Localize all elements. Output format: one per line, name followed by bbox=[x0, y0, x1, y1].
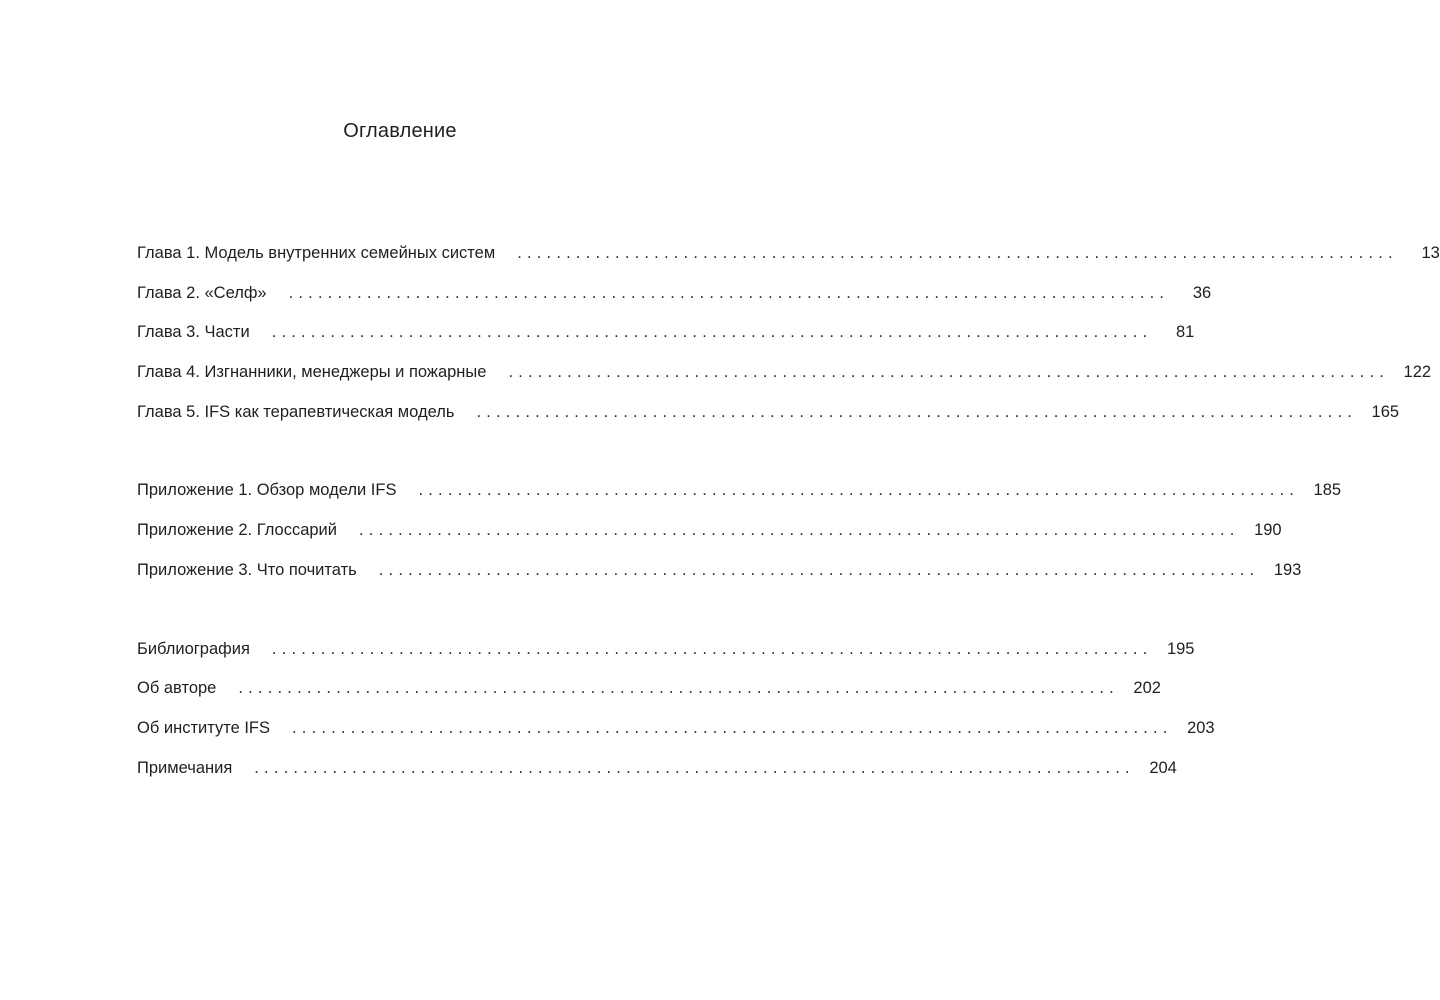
toc-entry-page: 202 bbox=[1133, 679, 1161, 698]
toc-leader-dots: .......................................................................................... bbox=[271, 323, 1153, 342]
toc-entry-chapter-4[interactable] bbox=[137, 359, 1432, 399]
toc-entry-page: 81 bbox=[1175, 323, 1195, 342]
toc-entry-chapter-5[interactable] bbox=[137, 399, 1400, 439]
toc-group-chapters bbox=[137, 240, 1440, 438]
page-title: Оглавление bbox=[343, 120, 457, 142]
toc-leader-dots: .......................................................................................... bbox=[508, 363, 1390, 382]
toc-leader-dots: .......................................................................................... bbox=[517, 244, 1398, 262]
toc-entry-page: 122 bbox=[1403, 363, 1432, 382]
toc-entry-title: Глава 3. Части bbox=[137, 323, 250, 342]
toc-entry-bibliography[interactable] bbox=[137, 636, 1195, 676]
toc-leader-dots: .......................................................................................... bbox=[238, 679, 1119, 698]
toc-entry-appendix-1[interactable] bbox=[137, 477, 1342, 517]
toc-entry-about-institute[interactable] bbox=[137, 715, 1215, 755]
toc-group-appendices bbox=[137, 477, 1342, 596]
toc-leader-dots: .......................................................................................... bbox=[476, 402, 1358, 421]
toc-entry-page: 204 bbox=[1149, 758, 1177, 777]
toc-entry-page: 13 bbox=[1421, 244, 1440, 262]
toc-entry-page: 165 bbox=[1371, 402, 1400, 421]
toc-leader-dots: .......................................................................................... bbox=[254, 758, 1135, 777]
toc-entry-page: 195 bbox=[1166, 639, 1195, 658]
toc-entry-about-author[interactable] bbox=[137, 675, 1161, 715]
toc-leader-dots: .......................................................................................... bbox=[271, 639, 1153, 658]
toc-entry-page: 190 bbox=[1254, 521, 1282, 540]
toc-entry-title: Об институте IFS bbox=[137, 718, 271, 737]
toc-entry-page: 185 bbox=[1313, 481, 1342, 500]
toc-entry-title: Глава 5. IFS как терапевтическая модель bbox=[137, 402, 455, 421]
toc-entry-title: Библиография bbox=[137, 639, 250, 658]
toc-entry-page: 36 bbox=[1192, 283, 1212, 302]
toc-entry-title: Приложение 2. Глоссарий bbox=[137, 521, 337, 540]
toc-entry-chapter-2[interactable] bbox=[137, 280, 1212, 320]
toc-entry-title: Приложение 3. Что почитать bbox=[137, 560, 357, 579]
toc-leader-dots: .......................................................................................... bbox=[418, 481, 1300, 500]
toc-entry-title: Глава 1. Модель внутренних семейных систем bbox=[137, 244, 496, 262]
toc-entry-page: 203 bbox=[1187, 718, 1215, 737]
toc-entry-title: Примечания bbox=[137, 758, 233, 777]
toc-leader-dots: .......................................................................................... bbox=[378, 560, 1260, 579]
toc-entry-chapter-3[interactable] bbox=[137, 319, 1195, 359]
toc-leader-dots: .......................................................................................... bbox=[288, 283, 1170, 302]
toc-entry-title: Глава 2. «Селф» bbox=[137, 283, 267, 302]
toc-entry-title: Приложение 1. Обзор модели IFS bbox=[137, 481, 397, 500]
toc-entry-appendix-2[interactable] bbox=[137, 517, 1282, 557]
toc-entry-page: 193 bbox=[1273, 560, 1302, 579]
toc-entry-appendix-3[interactable] bbox=[137, 557, 1302, 597]
toc-entry-chapter-1[interactable] bbox=[137, 240, 1440, 280]
toc-group-back-matter bbox=[137, 636, 1215, 795]
toc-entry-notes[interactable] bbox=[137, 755, 1177, 795]
toc-entry-title: Об авторе bbox=[137, 679, 217, 698]
toc-leader-dots: .......................................................................................... bbox=[292, 718, 1173, 737]
toc-entry-title: Глава 4. Изгнанники, менеджеры и пожарные bbox=[137, 363, 487, 382]
table-of-contents bbox=[137, 240, 1440, 794]
toc-leader-dots: .......................................................................................... bbox=[359, 521, 1240, 540]
